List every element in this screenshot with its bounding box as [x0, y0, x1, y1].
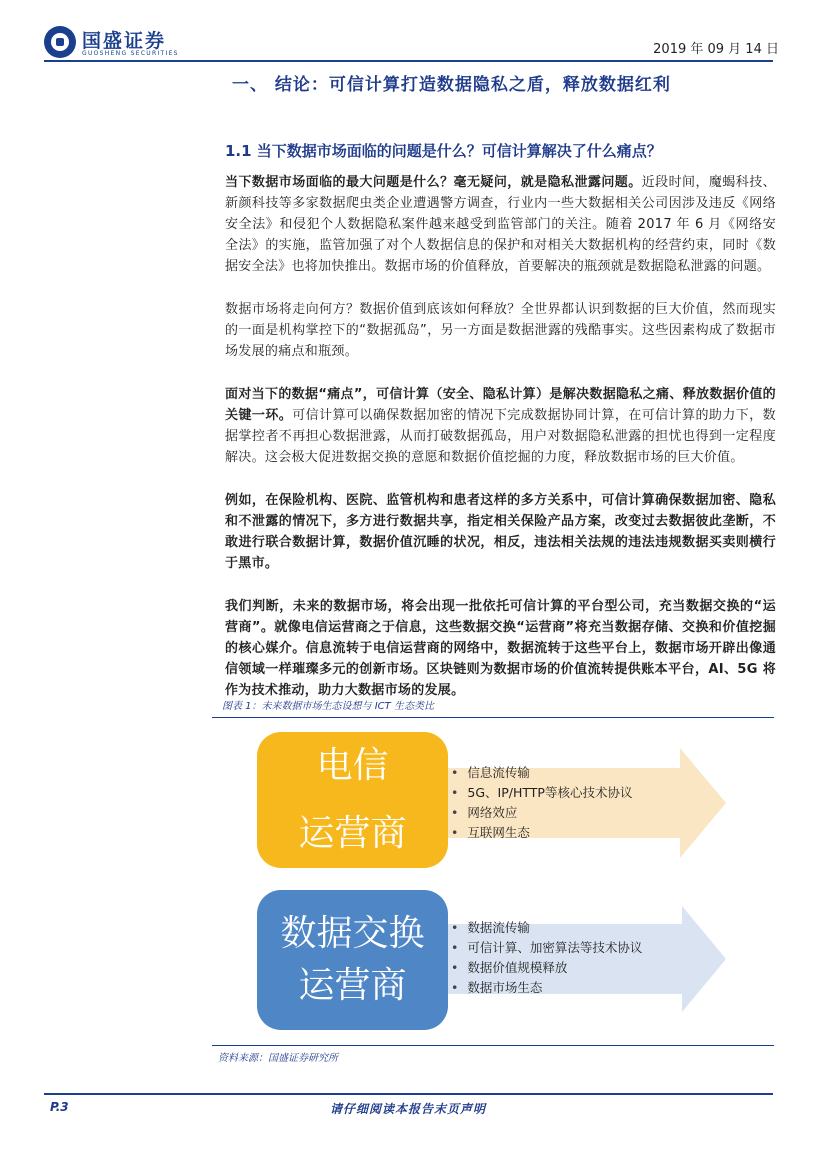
header-divider [44, 60, 773, 62]
paragraph-lead: 我们判断，未来的数据市场，将会出现一批依托可信计算的平台型公司，充当数据交换的“运营商”。就像电信运营商之于信息，这些数据交换“运营商”将充当数据存储、交换和价值挖掘的核心媒介。信息流转于电信运营商的网络中，数据流转于这些平台上，数据市场开辟出像通信领域一样璀璨多元的创新市场。区块链则为数据市场的价值流转提供账本平台，AI、5G 将作为技术推动，助力大数据市场的发展。 [225, 599, 776, 698]
list-item: • 网络效应 [451, 803, 632, 823]
paragraph-text: 可信计算可以确保数据加密的情况下完成数据协同计算，在可信计算的助力下，数据掌控者不再担心数据泄露，从而打破数据孤岛，用户对数据隐私泄露的担忧也得到一定程度解决。这会极大促进数据交换的意愿和数据价值挖掘的力度，释放数据市场的巨大价值。 [225, 408, 776, 465]
footer-divider [44, 1093, 773, 1095]
list-item: • 数据流传输 [451, 918, 642, 938]
telecom-feature-list [451, 763, 632, 843]
paragraph-lead: 当下数据市场面临的最大问题是什么？毫无疑问，就是隐私泄露问题。 [225, 175, 642, 190]
paragraph [225, 490, 776, 574]
brand-logo-icon [44, 26, 76, 58]
figure-bottom-divider [212, 1045, 774, 1046]
brand-name: 国盛证券 [82, 30, 167, 52]
data-exchange-feature-list [451, 918, 642, 998]
page-number: P.3 [50, 1100, 69, 1114]
brand-subtitle: GUOSHENG SECURITIES [82, 50, 179, 57]
box-label-line1: 电信 [316, 745, 389, 786]
paragraph-text: 数据市场将走向何方？数据价值到底该如何释放？全世界都认识到数据的巨大价值，然而现实的一面是机构掌控下的“数据孤岛”，另一方面是数据泄露的残酷事实。这些因素构成了数据市场发展的痛点和瓶颈。 [225, 302, 776, 359]
paragraph [225, 172, 776, 277]
box-label-line2: 运营商 [298, 813, 407, 854]
paragraph [225, 299, 776, 362]
list-item: • 数据价值规模释放 [451, 958, 642, 978]
paragraph-lead: 面对当下的数据“痛点”，可信计算（安全、隐私计算）是解决数据隐私之痛、释放数据价值的关键一环。 [225, 387, 776, 423]
list-item: • 可信计算、加密算法等技术协议 [451, 938, 642, 958]
list-item: • 互联网生态 [451, 823, 632, 843]
data-exchange-operator-box [257, 890, 448, 1030]
section-title: 一、 结论：可信计算打造数据隐私之盾，释放数据红利 [232, 75, 671, 95]
paragraph [225, 596, 776, 701]
paragraph-lead: 例如，在保险机构、医院、监管机构和患者这样的多方关系中，可信计算确保数据加密、隐私和不泄露的情况下，多方进行数据共享，指定相关保险产品方案，改变过去数据彼此垄断，不敢进行联合数据计算，数据价值沉睡的状况，相反，违法相关法规的违法违规数据买卖则横行于黑市。 [225, 493, 776, 571]
report-date: 2019 年 09 月 14 日 [653, 42, 779, 57]
list-item: • 5G、IP/HTTP等核心技术协议 [451, 783, 632, 803]
box-label-line1: 数据交换 [280, 913, 425, 954]
paragraph [225, 384, 776, 468]
figure-top-divider [212, 717, 774, 718]
figure-source: 资料来源：国盛证券研究所 [218, 1053, 338, 1064]
subsection-title: 1.1 当下数据市场面临的问题是什么？可信计算解决了什么痛点？ [225, 142, 662, 160]
disclaimer-note: 请仔细阅读本报告末页声明 [330, 1102, 487, 1116]
telecom-operator-box [257, 732, 448, 868]
body-text [225, 172, 776, 723]
figure-caption: 图表 1：未来数据市场生态设想与 ICT 生态类比 [222, 701, 434, 712]
paragraph-text: 近段时间，魔蝎科技、新颜科技等多家数据爬虫类企业遭遇警方调查，行业内一些大数据相关公司因涉及违反《网络安全法》和侵犯个人数据隐私案件越来越受到监管部门的关注。随着 2017 年 6 月《网络安全法》的实施，监管加强了对个人数据信息的保护和对相关大数据机构的经营约束，同时《数据安全法》也将加快推出。数据市场的价值释放，首要解决的瓶颈就是数据隐私泄露的问题。 [225, 175, 776, 274]
brand-logo [44, 26, 204, 62]
box-label-line2: 运营商 [298, 965, 407, 1006]
list-item: • 信息流传输 [451, 763, 632, 783]
list-item: • 数据市场生态 [451, 978, 642, 998]
